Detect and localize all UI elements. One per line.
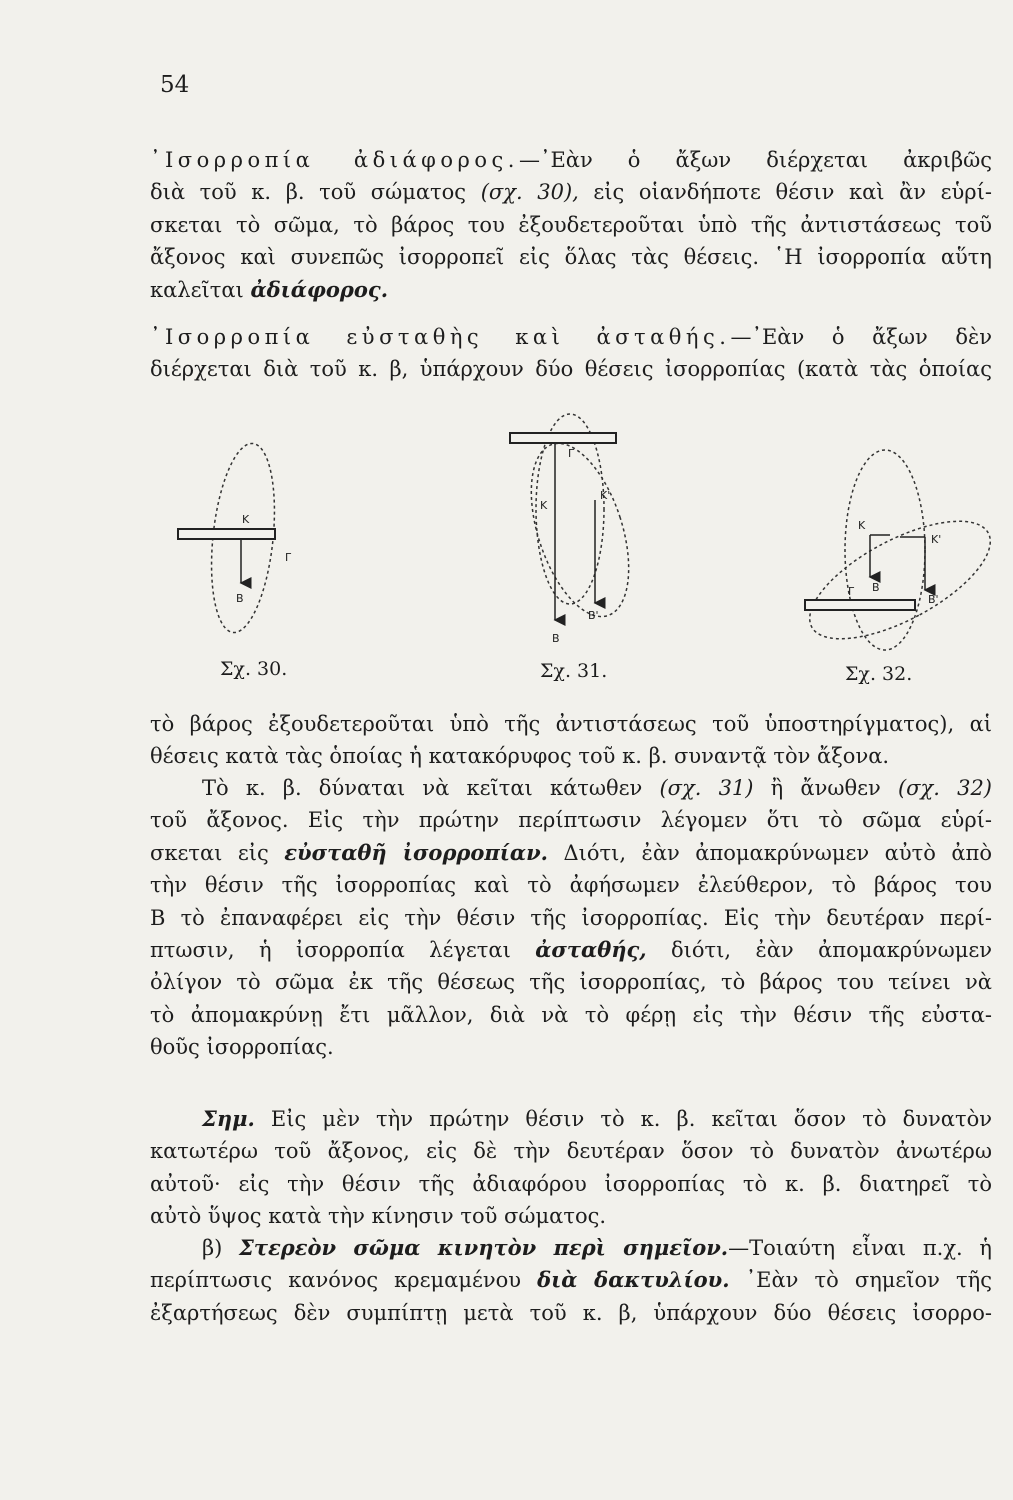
text-line: β) Στερεὸν σῶμα κινητὸν περὶ σημεῖον.—Τοιαύτη εἶναι π.χ. ἡ [202, 1235, 992, 1260]
paragraph-center-position [150, 772, 992, 1064]
section-heading-stable-unstable: ᾿Ισορροπία εὐσταθὴς καὶ ἀσταθής. [150, 325, 731, 349]
figure-reference: (σχ. 30), [480, 180, 579, 205]
text-line: τὸ βάρος ἐξουδετεροῦται ὑπὸ τῆς ἀντιστάσεως τοῦ ὑποστηρίγματος), αἱ [150, 712, 992, 736]
page-number: 54 [160, 72, 190, 98]
text-line: διὰ τοῦ κ. β. τοῦ σώματος (σχ. 30), εἰς οἱανδήποτε θέσιν καὶ ἂν εὑρί- [150, 180, 992, 205]
fig31-label-pivot: Γ [568, 447, 575, 460]
fig32-label-pivot: Γ [848, 585, 855, 598]
text-line: πτωσιν, ἡ ἰσορροπία λέγεται ἀσταθής, διότι, ἐὰν ἀπομακρύνωμεν [150, 937, 992, 963]
figure-reference: (σχ. 31) [659, 776, 754, 800]
fig31-label-center-alt: Κ' [600, 489, 611, 502]
paragraph-indifferent-equilibrium [150, 144, 992, 306]
text-line: Σημ. Εἰς μὲν τὴν πρώτην θέσιν τὸ κ. β. κεῖται ὅσον τὸ δυνατὸν [202, 1106, 992, 1131]
fig30-label-pivot: Γ [285, 551, 292, 564]
text-line: θοῦς ἰσορροπίας. [150, 1035, 334, 1060]
figure-32-caption: Σχ. 32. [845, 663, 913, 685]
text-line: σκεται τὸ σῶμα, τὸ βάρος του ἐξουδετεροῦται ὑπὸ τῆς ἀντιστάσεως τοῦ [150, 212, 992, 237]
paragraph-rotating-point [150, 1232, 992, 1329]
text-line: διέρχεται διὰ τοῦ κ. β, ὑπάρχουν δύο θέσεις ἰσορροπίας (κατὰ τὰς ὁποίας [150, 357, 992, 382]
text-line: τοῦ ἄξονος. Εἰς τὴν πρώτην περίπτωσιν λέγομεν ὅτι τὸ σῶμα εὑρί- [150, 808, 992, 833]
fig31-label-weight-alt: Β' [588, 609, 599, 622]
paragraph-note [150, 1103, 992, 1233]
text-line: ὀλίγον τὸ σῶμα ἐκ τῆς θέσεως τῆς ἰσορροπίας, τὸ βάρος του τείνει νὰ [150, 970, 992, 995]
figure-30-caption: Σχ. 30. [220, 658, 288, 680]
text-line: ἐξαρτήσεως δὲν συμπίπτῃ μετὰ τοῦ κ. β, ὑπάρχουν δύο θέσεις ἰσορρο- [150, 1300, 992, 1325]
term-ring: διὰ δακτυλίου. [537, 1267, 730, 1293]
term-unstable: ἀσταθής, [535, 937, 647, 963]
text-line: ᾿Ισορροπία ἀδιάφορος.—᾿Εὰν ὁ ἄξων διέρχεται ἀκριβῶς [150, 148, 992, 172]
text-line: αὐτὸ ὕψος κατὰ τὴν κίνησιν τοῦ σώματος. [150, 1204, 607, 1229]
figures-row [150, 405, 1010, 695]
text-line: θέσεις κατὰ τὰς ὁποίας ἡ κατακόρυφος τοῦ κ. β. συναντᾷ τὸν ἄξονα. [150, 744, 890, 769]
text-line: ἄξονος καὶ συνεπῶς ἰσορροπεῖ εἰς ὅλας τὰς θέσεις. ῾Η ἰσορροπία αὕτη [150, 245, 992, 270]
fig31-label-center: Κ [540, 499, 548, 512]
term-indifferent: ἀδιάφορος. [250, 276, 389, 302]
paragraph-stable-unstable [150, 321, 992, 386]
text-line: τὸ ἀπομακρύνῃ ἔτι μᾶλλον, διὰ νὰ τὸ φέρῃ εἰς τὴν θέσιν τῆς εὐστα- [150, 1002, 992, 1027]
figures-illustration [150, 405, 1010, 695]
figure-31-caption: Σχ. 31. [540, 660, 608, 682]
fig30-label-center: Κ [242, 513, 250, 526]
fig32-label-weight: Β [872, 581, 880, 594]
fig32-label-weight-alt: Β' [928, 593, 939, 606]
fig30-label-weight: Β [236, 592, 244, 605]
section-heading-indifferent: ᾿Ισορροπία ἀδιάφορος. [150, 148, 519, 172]
figure-30-drawing [178, 440, 292, 635]
fig32-label-center-alt: Κ' [931, 533, 942, 546]
text-line: καλεῖται ἀδιάφορος. [150, 276, 389, 302]
text-line: Τὸ κ. β. δύναται νὰ κεῖται κάτωθεν (σχ. 31) ἢ ἄνωθεν (σχ. 32) [202, 776, 993, 800]
text-line: σκεται εἰς εὐσταθῆ ἰσορροπίαν. Διότι, ἐὰν ἀπομακρύνωμεν αὐτὸ ἀπὸ [150, 839, 992, 865]
text-line: κατωτέρω τοῦ ἄξονος, εἰς δὲ τὴν δευτέραν ὅσον τὸ δυνατὸν ἀνωτέρω [150, 1139, 992, 1164]
text-line: Β τὸ ἐπαναφέρει εἰς τὴν θέσιν τῆς ἰσορροπίας. Εἰς τὴν δευτέραν περί- [150, 905, 992, 930]
note-label: Σημ. [202, 1106, 255, 1131]
text-line: αὐτοῦ· εἰς τὴν θέσιν τῆς ἀδιαφόρου ἰσορροπίας τὸ κ. β. διατηρεῖ τὸ [150, 1171, 992, 1196]
paragraph-after-figures [150, 708, 992, 773]
figure-32-drawing [793, 450, 1007, 662]
term-stable: εὐσταθῆ ἰσορροπίαν. [284, 839, 548, 865]
fig32-label-center: Κ [858, 519, 866, 532]
text-line: τὴν θέσιν τῆς ἰσορροπίας καὶ τὸ ἀφήσωμεν ἐλεύθερον, τὸ βάρος του [150, 873, 992, 898]
fig31-label-weight: Β [552, 632, 560, 645]
figure-reference: (σχ. 32) [897, 776, 993, 800]
text-line: ᾿Ισορροπία εὐσταθὴς καὶ ἀσταθής.—᾿Εὰν ὁ ἄξων δὲν [150, 325, 992, 349]
section-heading-rotating-point: Στερεὸν σῶμα κινητὸν περὶ σημεῖον. [239, 1235, 729, 1260]
figure-31-drawing [510, 414, 648, 645]
text-line: περίπτωσις κανόνος κρεμαμένου διὰ δακτυλίου. ᾿Εὰν τὸ σημεῖον τῆς [150, 1267, 992, 1293]
